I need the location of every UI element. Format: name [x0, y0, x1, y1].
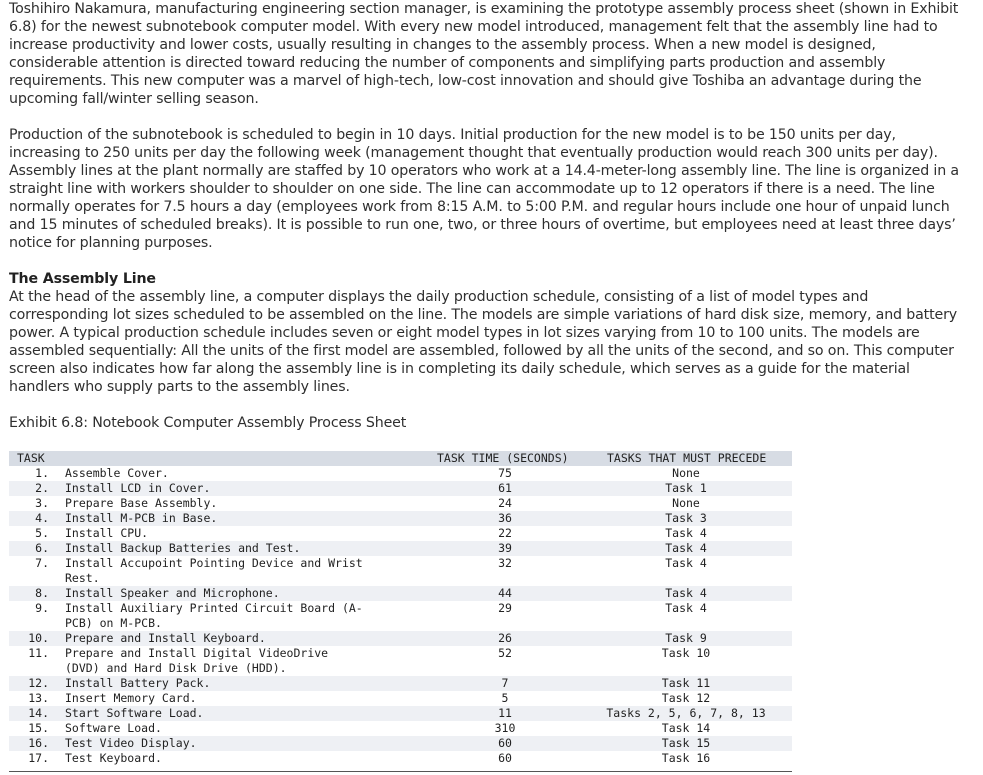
task-number: 17.: [28, 751, 49, 765]
table-row: [9, 586, 792, 601]
task-description: Test Keyboard.: [65, 751, 162, 765]
task-precedence: Task 4: [665, 601, 707, 615]
task-precedence: Task 4: [665, 556, 707, 570]
table-row: [9, 601, 792, 631]
task-precedence: Task 14: [661, 721, 711, 735]
task-number: 2.: [35, 481, 49, 495]
production-paragraph: Production of the subnotebook is scheduled to begin in 10 days. Initial production for the new model is to be 150 units per day, increasing to 250 units per day the following week (management thought that eventually production would reach 300 units per day). Assembly lines at the plant normally are staffed by 10 operators who work at a 14.4-meter-long assembly line. The line is organized in a straight line with workers shoulder to shoulder on one side. The line can accommodate up to 12 operators if there is a need. The line normally operates for 7.5 hours a day (employees work from 8:15 A.M. to 5:00 P.M. and regular hours include one hour of unpaid lunch and 15 minutes of scheduled breaks). It is possible to run one, two, or three hours of overtime, but employees need at least three days’ notice for planning purposes.: [9, 127, 959, 251]
task-number: 5.: [35, 526, 49, 540]
task-time: 52: [498, 646, 512, 660]
task-time: 5: [501, 691, 509, 705]
header-task: TASK: [17, 451, 45, 465]
task-description: Install Accupoint Pointing Device and Wrist Rest.: [65, 556, 363, 585]
task-description: Install CPU.: [65, 526, 149, 540]
task-time: 75: [498, 466, 512, 480]
task-time: 22: [498, 526, 512, 540]
task-precedence: Task 11: [661, 676, 711, 690]
task-precedence: Task 9: [665, 631, 707, 645]
task-description: Install Battery Pack.: [65, 676, 211, 690]
task-precedence: Task 15: [661, 736, 711, 750]
task-number: 8.: [35, 586, 49, 600]
task-precedence: Task 16: [661, 751, 711, 765]
task-time: 24: [498, 496, 512, 510]
table-row: [9, 526, 792, 541]
task-description: Prepare and Install Keyboard.: [65, 631, 266, 645]
assembly-line-paragraph: At the head of the assembly line, a computer displays the daily production schedule, consisting of a list of model types and corresponding lot sizes scheduled to be assembled on the line. The models are simple variations of hard disk size, memory, and battery power. A typical production schedule includes seven or eight model types in lot sizes varying from 10 to 100 units. The models are assembled sequentially: All the units of the first model are assembled, followed by all the units of the second, and so on. This computer screen also indicates how far along the assembly line is in completing its daily schedule, which serves as a guide for the material handlers who supply parts to the assembly lines.: [9, 289, 958, 395]
task-time: 36: [498, 511, 512, 525]
task-description: Test Video Display.: [65, 736, 197, 750]
task-number: 3.: [35, 496, 49, 510]
task-time: 29: [498, 601, 512, 615]
task-precedence: Tasks 2, 5, 6, 7, 8, 13: [606, 706, 766, 720]
task-number: 6.: [35, 541, 49, 555]
table-row: [9, 646, 792, 676]
task-precedence: Task 4: [665, 541, 707, 555]
task-precedence: Task 4: [665, 526, 707, 540]
task-number: 11.: [28, 646, 49, 660]
section-heading: The Assembly Line: [9, 271, 156, 287]
task-time: 60: [498, 751, 512, 765]
table-row: [9, 496, 792, 511]
table-row: [9, 721, 792, 736]
task-precedence: Task 4: [665, 586, 707, 600]
table-row: [9, 466, 792, 481]
task-time: 61: [498, 481, 512, 495]
task-number: 12.: [28, 676, 49, 690]
table-row: [9, 631, 792, 646]
table-row: [9, 706, 792, 721]
task-time: 310: [494, 721, 516, 735]
table-row: [9, 736, 792, 751]
task-precedence: Task 10: [661, 646, 711, 660]
task-time: 39: [498, 541, 512, 555]
task-description: Install LCD in Cover.: [65, 481, 211, 495]
task-description: Install M-PCB in Base.: [65, 511, 218, 525]
task-description: Software Load.: [65, 721, 162, 735]
task-number: 13.: [28, 691, 49, 705]
header-task-time: TASK TIME (SECONDS): [437, 451, 569, 465]
table-row: [9, 676, 792, 691]
task-number: 10.: [28, 631, 49, 645]
header-precede: TASKS THAT MUST PRECEDE: [607, 451, 767, 465]
table-row: [9, 511, 792, 526]
exhibit-title: Exhibit 6.8: Notebook Computer Assembly Process Sheet: [9, 415, 407, 431]
task-precedence: Task 1: [665, 481, 707, 495]
task-precedence: None: [672, 496, 700, 510]
task-number: 7.: [35, 556, 49, 570]
task-description: Prepare and Install Digital VideoDrive (DVD) and Hard Disk Drive (HDD).: [65, 646, 329, 675]
task-number: 15.: [28, 721, 49, 735]
task-time: 11: [498, 706, 512, 720]
table-row: [9, 691, 792, 706]
table-row: [9, 556, 792, 586]
task-time: 26: [498, 631, 512, 645]
table-row: [9, 481, 792, 496]
task-description: Prepare Base Assembly.: [65, 496, 218, 510]
task-number: 1.: [35, 466, 49, 480]
table-header-row: [9, 451, 792, 466]
task-description: Install Speaker and Microphone.: [65, 586, 280, 600]
task-description: Start Software Load.: [65, 706, 204, 720]
process-sheet-table: [9, 451, 792, 766]
task-description: Insert Memory Card.: [65, 691, 197, 705]
task-precedence: None: [672, 466, 700, 480]
task-time: 32: [498, 556, 512, 570]
task-number: 14.: [28, 706, 49, 720]
task-time: 60: [498, 736, 512, 750]
table-row: [9, 751, 792, 766]
table-row: [9, 541, 792, 556]
task-time: 44: [498, 586, 512, 600]
task-description: Assemble Cover.: [65, 466, 169, 480]
table-bottom-rule: [9, 771, 792, 772]
task-description: Install Backup Batteries and Test.: [65, 541, 301, 555]
task-number: 4.: [35, 511, 49, 525]
task-precedence: Task 12: [661, 691, 711, 705]
task-precedence: Task 3: [665, 511, 707, 525]
intro-paragraph: Toshihiro Nakamura, manufacturing engineering section manager, is examining the prototype assembly process sheet (shown in Exhibit 6.8) for the newest subnotebook computer model. With every new model introduced, management felt that the assembly line had to increase productivity and lower costs, usually resulting in changes to the assembly process. When a new model is designed, considerable attention is directed toward reducing the number of components and simplifying parts production and assembly requirements. This new computer was a marvel of high-tech, low-cost innovation and should give Toshiba an advantage during the upcoming fall/winter selling season.: [9, 1, 959, 107]
task-number: 16.: [28, 736, 49, 750]
task-time: 7: [501, 676, 509, 690]
table-body: [9, 466, 792, 766]
task-description: Install Auxiliary Printed Circuit Board (A-PCB) on M-PCB.: [65, 601, 363, 630]
task-number: 9.: [35, 601, 49, 615]
